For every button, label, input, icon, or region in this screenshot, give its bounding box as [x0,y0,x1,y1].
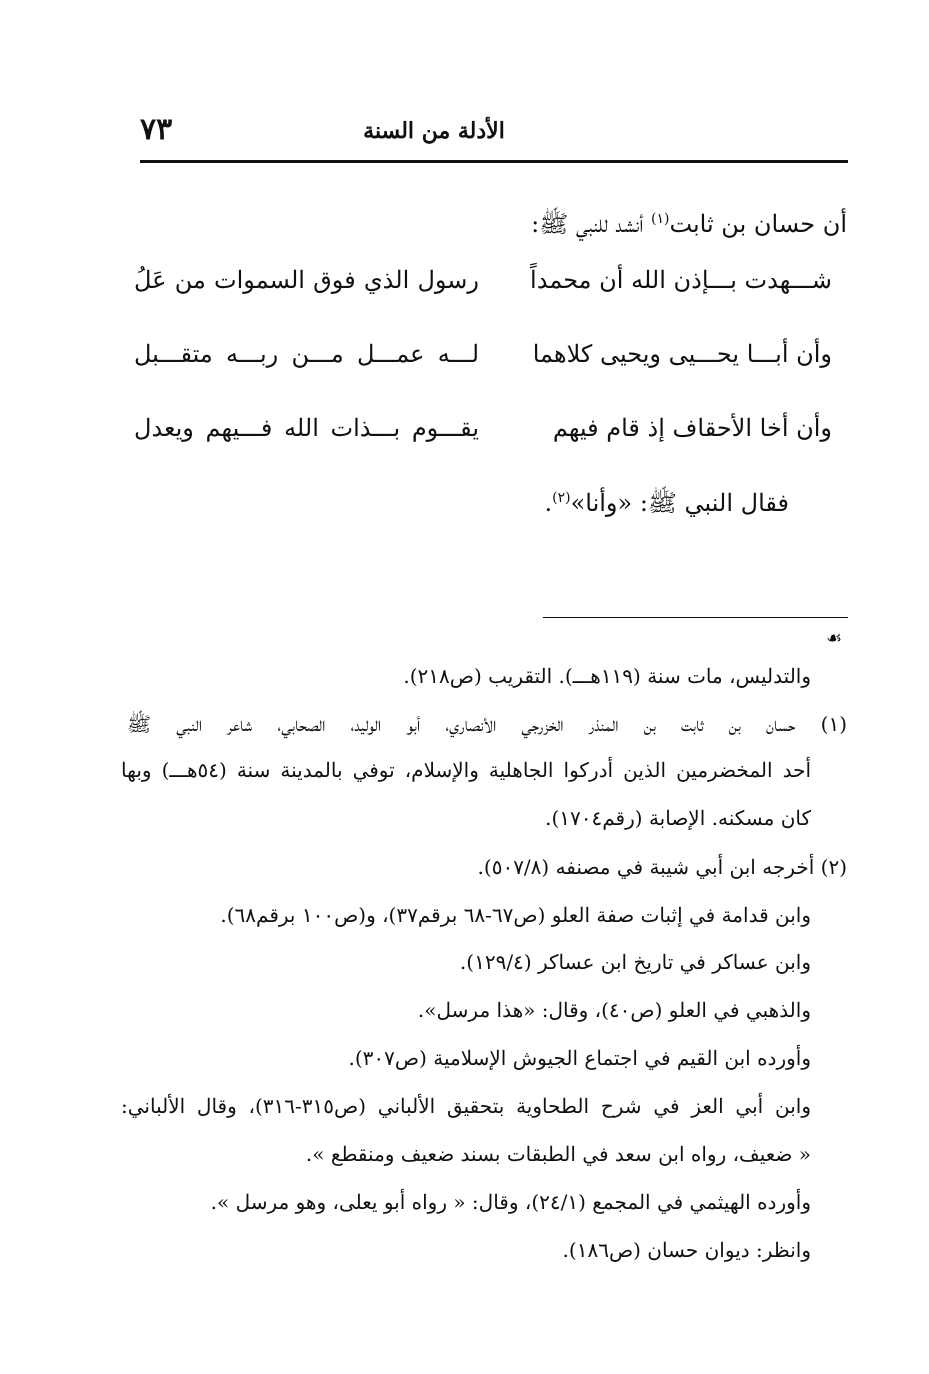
intro-line [247,209,847,244]
footnote-line: (٢) أخرجه ابن أبي شيبة في مصنفه (٥٠٧/٨). [477,855,847,879]
closing-period: . [544,489,553,517]
footnote-line: وابن أبي العز في شرح الطحاوية بتحقيق الألباني (ص٣١٥-٣١٦)، وقال الألباني: [121,1094,811,1118]
footnote-line: وأورده الهيثمي في المجمع (٢٤/١)، وقال: « رواه أبو يعلى، وهو مرسل ». [210,1190,811,1214]
footnote-line: (١) حسان بن ثابت بن المنذر الخزرجي الأنصاري، أبو الوليد، الصحابي، شاعر النبي ﷺ [127,712,847,736]
footnote-ref-1: (١) [650,211,670,227]
footnote-line: وانظر: ديوان حسان (ص١٨٦). [562,1238,811,1262]
poem-hemistich-second: يقـــوم بـــذات الله فـــيهم ويعدل [134,414,479,442]
footnote-line: كان مسكنه. الإصابة (رقم١٧٠٤). [545,806,811,830]
page-header [140,112,848,156]
intro-text: أن حسان بن ثابت [669,210,847,238]
footnote-line: « ضعيف، رواه ابن سعد في الطبقات بسند ضعيف ومنقطع ». [305,1142,811,1166]
intro-text-rest: أنشد للنبي ﷺ: [531,210,651,238]
header-rule [140,160,848,163]
page-number: ٧٣ [140,112,173,147]
footnote-line: والذهبي في العلو (ص٤٠)، وقال: «هذا مرسل». [417,998,811,1022]
poem-line [134,266,832,312]
poem-line [134,414,832,460]
poem-hemistich-second: لـــه عمـــل مـــن ربـــه متقـــبل [134,340,479,368]
footnote-line: وأورده ابن القيم في اجتماع الجيوش الإسلامية (ص٣٠٧). [348,1046,811,1070]
poem-hemistich-first: وأن أخا الأحقاف إذ قام فيهم [552,414,832,442]
footnote-line: أحد المخضرمين الذين أدركوا الجاهلية والإسلام، توفي بالمدينة سنة (٥٤هـــ) وبها [121,758,811,782]
running-title: الأدلة من السنة [363,118,505,144]
closing-text: فقال النبي ﷺ: «وأنا» [570,489,789,517]
footnote-line: وابن عساكر في تاريخ ابن عساكر (١٢٩/٤). [459,950,811,974]
footnote-ref-2: (٢) [552,490,571,506]
poem-hemistich-second: رسول الذي فوق السموات من عَلُ [134,266,479,294]
continuation-mark: ☙ [826,628,843,649]
poem-hemistich-first: شـــهدت بـــإذن الله أن محمداً [530,266,832,294]
poem-hemistich-first: وأن أبـــا يحـــيى ويحيى كلاهما [532,340,832,368]
footnote-line: وابن قدامة في إثبات صفة العلو (ص٦٧-٦٨ برقم٣٧)، و(ص١٠٠ برقم٦٨). [220,903,811,927]
footnote-line: والتدليس، مات سنة (١١٩هـــ). التقريب (ص٢١٨). [403,664,811,688]
footnote-separator [543,617,848,618]
poem-line [134,340,832,386]
closing-line [544,488,789,523]
